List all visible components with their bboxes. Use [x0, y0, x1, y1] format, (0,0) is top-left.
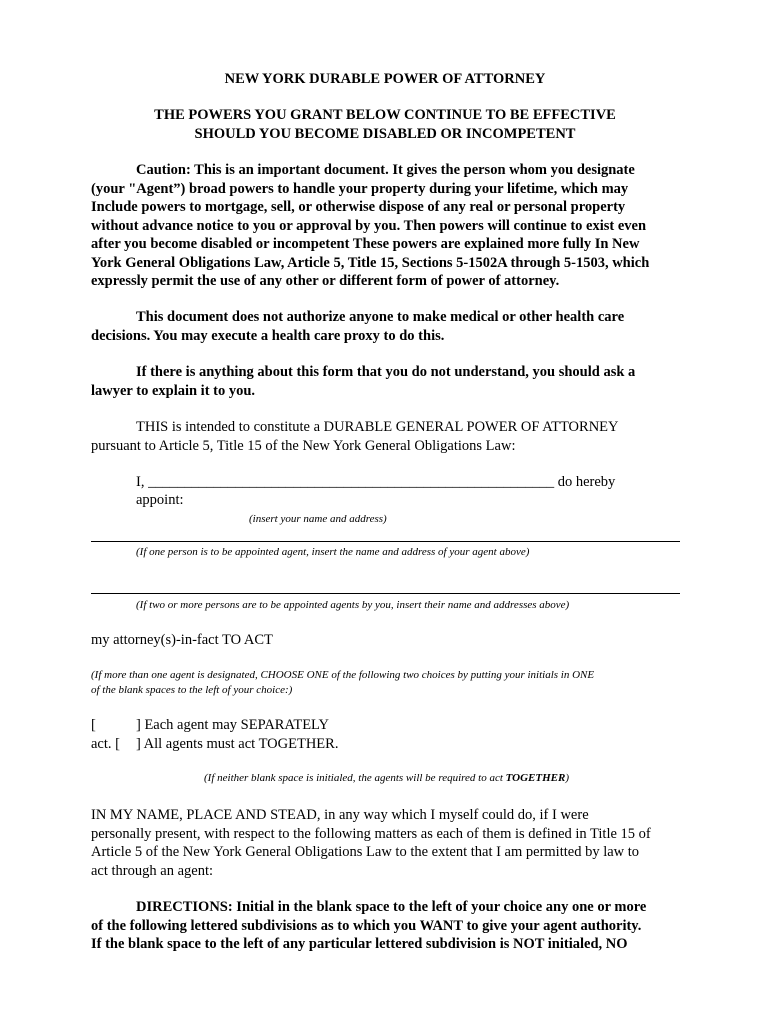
note-two-agents: (If two or more persons are to be appointed agents by you, insert their name and addresses above) [136, 599, 570, 611]
agents-names-line[interactable] [91, 593, 680, 594]
neither-note [204, 771, 569, 786]
agent-name-line[interactable] [91, 541, 680, 542]
neither-note-text: (If neither blank space is initialed, the agents will be required to act [204, 772, 506, 784]
neither-note-emphasis: TOGETHER [505, 772, 566, 784]
caution-line: without advance notice to you or approval by you. Then powers will continue to exist even [91, 217, 647, 234]
caution-line: Include powers to mortgage, sell, or otherwise dispose of any real or personal property [91, 199, 626, 215]
subtitle-line-2: SHOULD YOU BECOME DISABLED OR INCOMPETENT [194, 126, 576, 142]
directions-paragraph [91, 898, 686, 954]
caution-line: expressly permit the use of any other or different form of power of attorney. [91, 273, 560, 289]
caution-paragraph [91, 161, 686, 291]
caution-line: after you become disabled or incompetent These powers are explained more fully In New [91, 236, 640, 252]
intent-line: pursuant to Article 5, Title 15 of the New York General Obligations Law: [91, 437, 516, 454]
health-line: decisions. You may execute a health care proxy to do this. [91, 327, 445, 344]
caution-line: York General Obligations Law, Article 5, Title 15, Sections 5-1502A through 5-1503, which [91, 254, 650, 271]
caution-line: Caution: This is an important document. It gives the person whom you designate [136, 162, 635, 178]
directions-line: of the following lettered subdivisions as to which you WANT to give your agent authority. [91, 917, 642, 934]
stead-line: personally present, with respect to the following matters as each of them is defined in Title 15 of [91, 825, 651, 842]
note-one-agent: (If one person is to be appointed agent, insert the name and address of your agent above) [136, 546, 530, 558]
caution-line: (your "Agent”) broad powers to handle your property during your lifetime, which may [91, 180, 629, 197]
intent-paragraph [91, 418, 686, 455]
neither-note-close: ) [565, 772, 570, 784]
stead-paragraph [91, 806, 686, 880]
lawyer-paragraph [91, 363, 686, 400]
choice-2-text: ] All agents must act TOGETHER. [136, 736, 339, 752]
stead-line: Article 5 of the New York General Obligations Law to the extent that I am permitted by law to [91, 844, 640, 860]
appoint-line: I, ________________________________________________________ do hereby [136, 474, 616, 490]
intent-line: THIS is intended to constitute a DURABLE GENERAL POWER OF ATTORNEY [136, 419, 619, 435]
health-care-paragraph [91, 308, 686, 345]
choice-2-bracket[interactable]: act. [ [91, 736, 120, 752]
document-title: NEW YORK DURABLE POWER OF ATTORNEY [224, 71, 546, 87]
directions-line: If the blank space to the left of any particular lettered subdivision is NOT initialed, NO [91, 936, 628, 952]
attorney-in-fact-text: my attorney(s)-in-fact TO ACT [91, 632, 273, 648]
note-insert-name: (insert your name and address) [249, 513, 387, 525]
stead-line: act through an agent: [91, 862, 213, 879]
lawyer-line: If there is anything about this form that you do not understand, you should ask a [136, 364, 636, 380]
stead-line: IN MY NAME, PLACE AND STEAD, in any way which I myself could do, if I were [91, 807, 589, 823]
choice-1-bracket[interactable]: [ [91, 717, 96, 733]
health-line: This document does not authorize anyone to make medical or other health care [136, 309, 625, 325]
lawyer-line: lawyer to explain it to you. [91, 382, 256, 399]
directions-line: DIRECTIONS: Initial in the blank space to the left of your choice any one or more [136, 899, 647, 915]
appoint-line-2: appoint: [136, 492, 184, 508]
choose-note-line: (If more than one agent is designated, CHOOSE ONE of the following two choices by putting your initials in ONE [91, 669, 595, 681]
choice-1-text: ] Each agent may SEPARATELY [136, 717, 329, 733]
choose-note-line: of the blank spaces to the left of your choice:) [91, 684, 293, 696]
subtitle-line-1: THE POWERS YOU GRANT BELOW CONTINUE TO BE EFFECTIVE [154, 107, 616, 123]
